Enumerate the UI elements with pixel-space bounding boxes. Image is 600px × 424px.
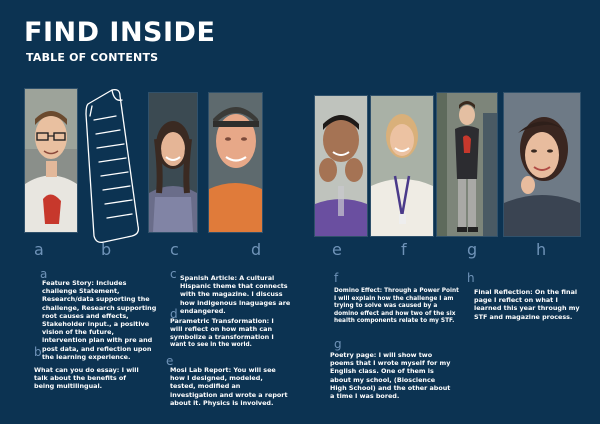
entry-marker-h: h — [467, 271, 475, 285]
entry-lab-report: Mosi Lab Report: You will see how I designed, modeled, tested, modified an investigation and wrote a report about it. Physics is involved. — [170, 366, 288, 407]
photo-letter-g: g — [467, 240, 478, 259]
photo-e — [314, 95, 368, 237]
photo-letter-a: a — [34, 240, 44, 259]
entry-marker-e: e — [166, 354, 174, 368]
photo-d — [208, 92, 263, 233]
photo-f — [370, 95, 434, 237]
photo-letter-b: b — [101, 240, 112, 259]
entry-marker-c: c — [170, 267, 177, 281]
entry-marker-f: f — [334, 271, 339, 285]
entry-final-reflection: Final Reflection: On the final page I reflect on what I learned this year through my STF and magazine process. — [474, 288, 580, 321]
photo-h — [503, 92, 581, 237]
page-title: FIND INSIDE — [24, 17, 216, 48]
photo-c — [148, 92, 198, 233]
entry-marker-a: a — [40, 267, 48, 281]
photo-letter-d: d — [251, 240, 262, 259]
document-sketch-icon — [80, 86, 142, 246]
entry-poetry-page: Poetry page: I will show two poems that I wrote myself for my English class. One of them is about my school, (Bioscience High School) and the other about a time I was bored. — [330, 351, 451, 401]
entry-marker-d: d — [170, 307, 178, 321]
photo-letter-h: h — [536, 240, 547, 259]
entry-feature-story: Feature Story: Includes challenge Statement, Research/data supporting the challenge, Research supporting root causes and effects, Stakeholder input., a positive vision of the future, intervention plan with pre and post data, and reflection upon the learning experience. — [42, 279, 157, 361]
entry-parametric: Parametric Transformation: I will reflect on how math can symbolize a transformation I — [170, 317, 274, 342]
entry-essay: What can you do essay: I will talk about the benefits of being multilingual. — [34, 366, 139, 391]
photo-g — [436, 92, 498, 237]
entry-parametric-tail: want to see in the world. — [170, 342, 252, 348]
photo-letter-c: c — [170, 240, 179, 259]
entry-marker-g: g — [334, 337, 342, 351]
photo-letter-f: f — [401, 240, 407, 259]
photo-letter-e: e — [332, 240, 342, 259]
entry-domino-effect: Domino Effect: Through a Power Point I will explain how the challenge I am trying to solve was caused by a domino effect and how two of the six health components relate to my STF. — [334, 288, 459, 325]
entry-marker-b: b — [34, 345, 42, 359]
entry-spanish-article: Spanish Article: A cultural Hispanic theme that connects with the magazine. I discuss how indigenous lnaguages are endangered. — [180, 274, 291, 315]
page-subtitle: TABLE OF CONTENTS — [26, 51, 159, 64]
photo-a — [24, 88, 78, 233]
